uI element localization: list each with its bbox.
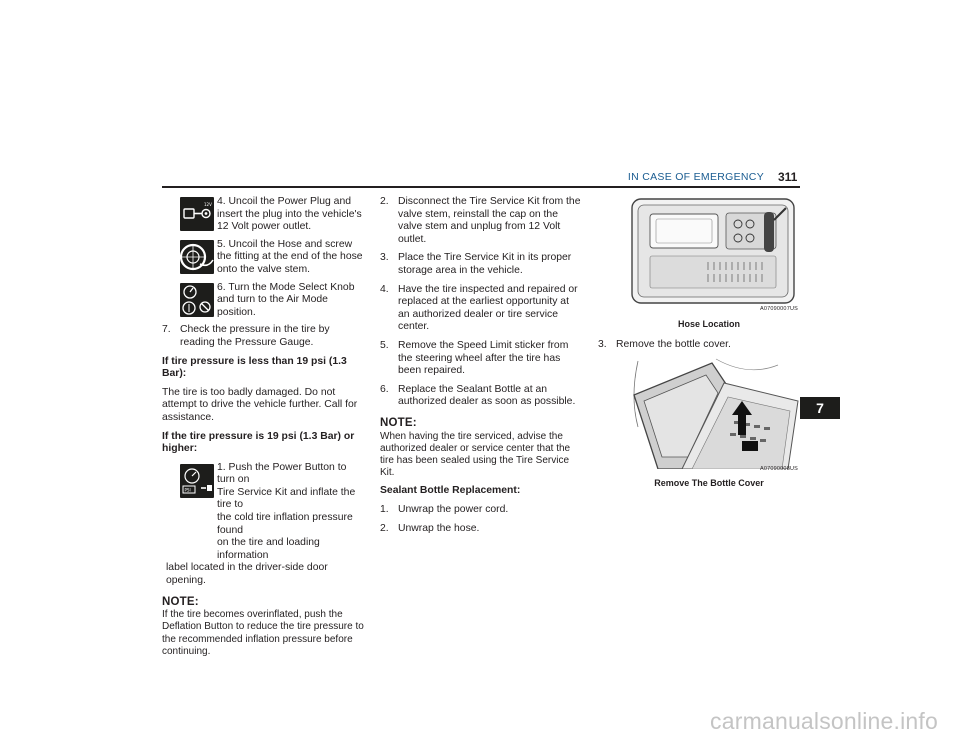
step-6 (380, 384, 582, 409)
power-step-line-1: 1. Push the Power Button to turn on (217, 461, 347, 486)
low-pressure-heading: If tire pressure is less than 19 psi (1.3 Bar): (162, 355, 347, 380)
step-text: Replace the Sealant Bottle at an authorized dealer as soon as possible. (398, 383, 576, 408)
step-7 (162, 324, 364, 349)
step-number: 3. (380, 252, 389, 264)
column-2 (380, 196, 582, 541)
step-text: Remove the bottle cover. (616, 338, 731, 350)
step-6-text: 6. Turn the Mode Select Knob and turn to the Air Mode position. (217, 281, 355, 318)
step-number: 6. (380, 383, 389, 395)
low-pressure-text: The tire is too badly damaged. Do not attempt to drive the vehicle further. Call for assistance. (162, 386, 358, 423)
step-4-text: 4. Uncoil the Power Plug and insert the plug into the vehicle's 12 Volt power outlet. (217, 196, 362, 233)
step-number: 4. (380, 283, 389, 295)
power-step-line-4: on the tire and loading information (217, 537, 320, 561)
note-text-2: When having the tire serviced, advise the authorized dealer or service center that the tire has been sealed using the Tire Service Kit. (380, 430, 571, 479)
tire-service-kit-illustration (628, 196, 800, 308)
step-2 (380, 196, 582, 246)
power-step-line-3: the cold tire inflation pressure found (217, 512, 353, 536)
step-text: Unwrap the hose. (398, 522, 480, 534)
remove-bottle-cover-figure (628, 357, 800, 475)
step-5-text: 5. Uncoil the Hose and screw the fitting at the end of the hose onto the valve stem. (217, 238, 363, 275)
power-button-step (162, 462, 364, 588)
step-number: 2. (380, 196, 389, 207)
step-text: Remove the Speed Limit sticker from the steering wheel after the tire has been repaired. (398, 339, 569, 377)
instruction-step-5 (162, 239, 364, 277)
note-heading-2: NOTE: (380, 416, 417, 429)
replacement-step-2 (380, 523, 582, 536)
hose-location-figure (628, 196, 800, 316)
step-5 (380, 340, 582, 378)
watermark: carmanualsonline.info (710, 708, 938, 734)
step-number: 2. (380, 522, 389, 534)
instruction-step-6 (162, 282, 364, 320)
figure-caption-remove-bottle-cover: Remove The Bottle Cover (654, 478, 764, 489)
step-text: Unwrap the power cord. (398, 503, 509, 515)
power-step-tail: label located in the driver-side door opening. (166, 562, 328, 587)
step-number: 3. (598, 338, 607, 350)
chapter-tab: 7 (800, 397, 840, 419)
header-rule (162, 186, 800, 188)
step-3 (380, 252, 582, 277)
bottle-cover-illustration (628, 357, 800, 469)
note-text-1: If the tire becomes overinflated, push the Deflation Button to reduce the tire pressure to the recommended inflation pressure before continuing. (162, 609, 364, 657)
step-7-number: 7. (162, 324, 171, 336)
figure-caption-hose-location: Hose Location (677, 319, 740, 329)
replacement-heading: Sealant Bottle Replacement: (380, 485, 521, 497)
step-number: 1. (380, 503, 389, 515)
step-text: Have the tire inspected and repaired or replaced at the earliest opportunity at an authorized dealer or tire service center. (398, 283, 578, 333)
instruction-step-4 (162, 196, 364, 234)
power-plug-outlet-icon (180, 197, 214, 231)
step-number: 5. (380, 339, 389, 351)
replacement-step-1 (380, 504, 582, 517)
note-heading-1: NOTE: (162, 595, 199, 608)
step-3-remove-cover (598, 339, 800, 352)
step-text: Place the Tire Service Kit in its proper storage area in the vehicle. (398, 252, 572, 276)
svg-text:PSI: PSI (184, 487, 191, 493)
power-button-gauge-icon (180, 464, 214, 498)
column-3 (598, 196, 800, 498)
svg-text:12V: 12V (204, 202, 212, 207)
column-1 (162, 196, 364, 664)
page-number: 311 (778, 170, 798, 184)
step-7-text: Check the pressure in the tire by reading the Pressure Gauge. (180, 324, 330, 348)
figure-code: A07090008US (760, 465, 798, 472)
power-step-line-2: Tire Service Kit and inflate the tire to (217, 486, 356, 511)
step-text: Disconnect the Tire Service Kit from the valve stem, reinstall the cap on the valve stem and unplug from 12 Volt outlet. (398, 196, 581, 245)
step-4 (380, 284, 582, 334)
section-title: IN CASE OF EMERGENCY (627, 171, 764, 183)
figure-code: A07090007US (760, 306, 798, 313)
mode-select-knob-icon (180, 283, 214, 317)
ok-pressure-heading: If the tire pressure is 19 psi (1.3 Bar) or higher: (162, 430, 355, 455)
hose-valve-stem-icon (180, 240, 214, 274)
